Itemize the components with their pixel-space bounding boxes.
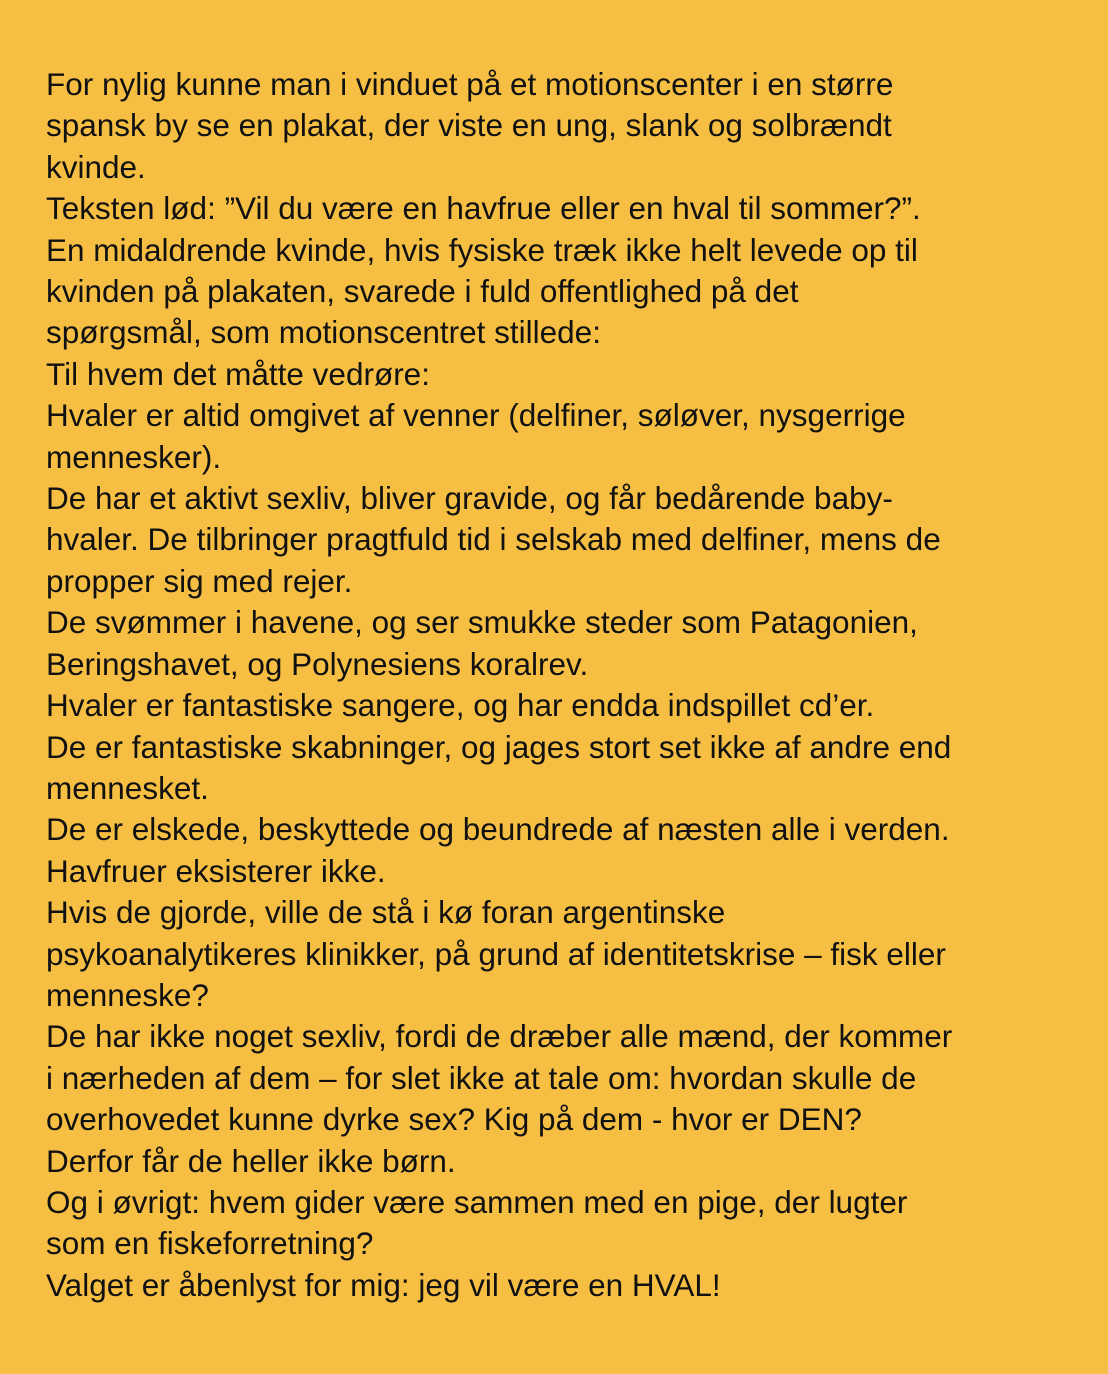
text-line: Og i øvrigt: hvem gider være sammen med en pige, der lugter [46, 1183, 908, 1220]
text-line: Valget er åbenlyst for mig: jeg vil være en HVAL! [46, 1266, 721, 1303]
text-line: hvaler. De tilbringer pragtfuld tid i selskab med delfiner, mens de [46, 521, 941, 558]
text-line: menneske? [46, 976, 209, 1013]
text-line: De har et aktivt sexliv, bliver gravide, og får bedårende baby- [46, 480, 893, 517]
text-line: Derfor får de heller ikke børn. [46, 1142, 456, 1179]
text-line: Havfruer eksisterer ikke. [46, 852, 386, 889]
text-line: som en fiskeforretning? [46, 1225, 374, 1262]
text-line: Hvis de gjorde, ville de stå i kø foran argentinske [46, 894, 726, 931]
text-block [46, 64, 1068, 1306]
text-line: En midaldrende kvinde, hvis fysiske træk ikke helt levede op til [46, 231, 918, 268]
text-line: De svømmer i havene, og ser smukke steder som Patagonien, [46, 604, 918, 641]
text-line: Beringshavet, og Polynesiens koralrev. [46, 645, 589, 682]
text-line: De er elskede, beskyttede og beundrede af næsten alle i verden. [46, 811, 950, 848]
text-line: spørgsmål, som motionscentret stillede: [46, 314, 601, 351]
text-line: mennesket. [46, 769, 209, 806]
text-line: Teksten lød: ”Vil du være en havfrue eller en hval til sommer?”. [46, 190, 921, 227]
text-line: i nærheden af dem – for slet ikke at tale om: hvordan skulle de [46, 1059, 917, 1096]
text-line: kvinde. [46, 148, 146, 185]
text-line: mennesker). [46, 438, 222, 475]
text-line: De har ikke noget sexliv, fordi de dræber alle mænd, der kommer [46, 1018, 953, 1055]
text-line: Til hvem det måtte vedrøre: [46, 355, 430, 392]
text-line: De er fantastiske skabninger, og jages stort set ikke af andre end [46, 728, 952, 765]
text-line: propper sig med rejer. [46, 562, 353, 599]
text-line: kvinden på plakaten, svarede i fuld offentlighed på det [46, 273, 799, 310]
text-line: psykoanalytikeres klinikker, på grund af identitetskrise – fisk eller [46, 935, 946, 972]
text-line: Hvaler er fantastiske sangere, og har endda indspillet cd’er. [46, 687, 875, 724]
text-line: overhovedet kunne dyrke sex? Kig på dem - hvor er DEN? [46, 1101, 862, 1138]
text-line: Hvaler er altid omgivet af venner (delfiner, søløver, nysgerrige [46, 397, 906, 434]
text-line: spansk by se en plakat, der viste en ung, slank og solbrændt [46, 107, 892, 144]
text-line: For nylig kunne man i vinduet på et motionscenter i en større [46, 66, 894, 102]
